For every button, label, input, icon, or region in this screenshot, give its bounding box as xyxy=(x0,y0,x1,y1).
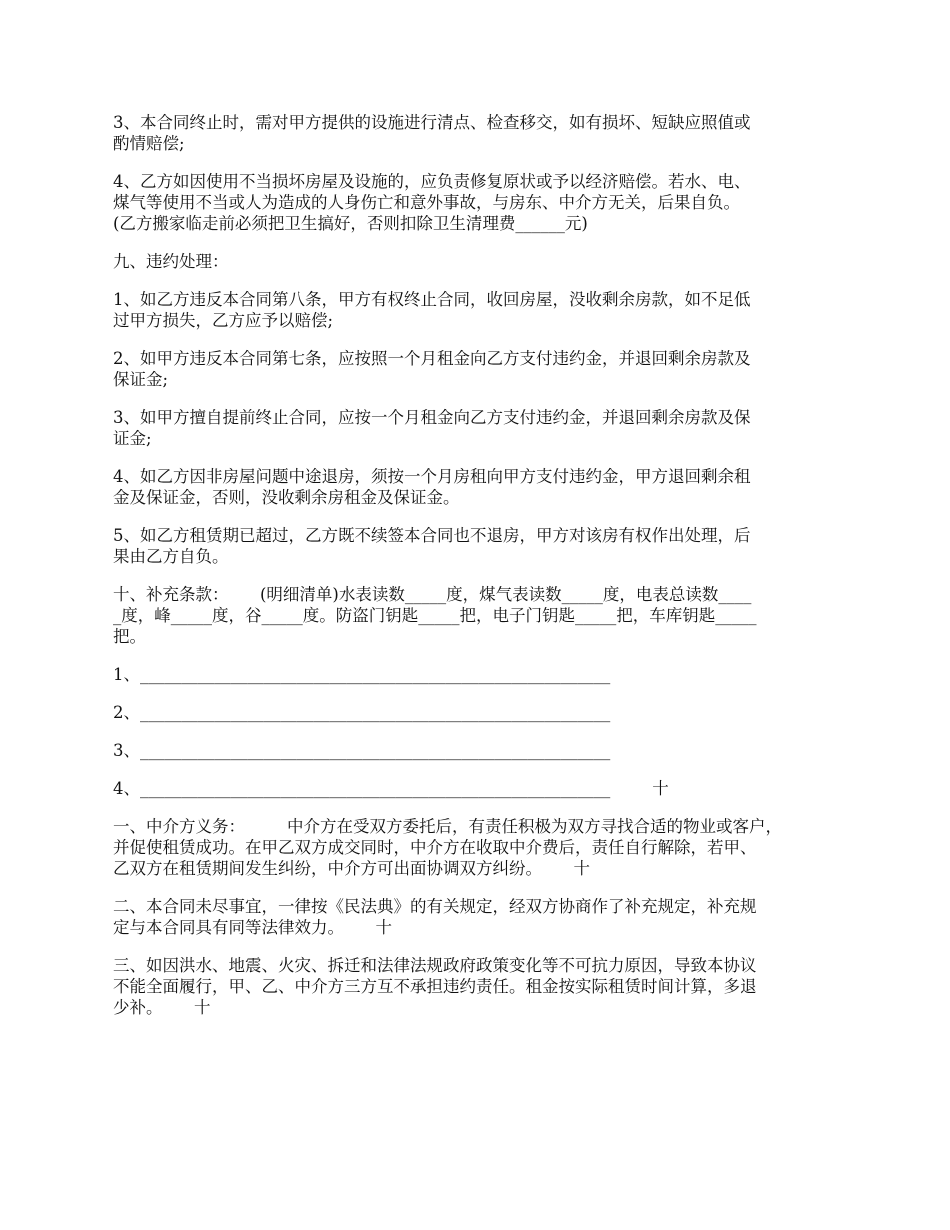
text-line: 过甲方损失，乙方应予以赔偿; xyxy=(113,311,334,330)
clause-unresolved-matters xyxy=(113,896,843,938)
clause-9-5 xyxy=(113,525,843,567)
text-line: 并促使租赁成功。在甲乙双方成交同时，中介方在收取中介费后，责任自行解除，若甲、 xyxy=(113,838,757,857)
text-line: 4、如乙方因非房屋问题中途退房，须按一个月房租向甲方支付违约金，甲方退回剩余租 xyxy=(113,467,751,486)
text-line: 2、如甲方违反本合同第七条，应按照一个月租金向乙方支付违约金，并退回剩余房款及 xyxy=(113,349,751,368)
text-line: 一、中介方义务： 中介方在受双方委托后，有责任积极为双方寻找合适的物业或客户， xyxy=(113,817,782,836)
document-page xyxy=(113,112,843,1035)
text-line: 4、乙方如因使用不当损坏房屋及设施的，应负责修复原状或予以经济赔偿。若水、电、 xyxy=(113,172,751,191)
text-line: 把。 xyxy=(113,627,146,646)
clause-8-4 xyxy=(113,171,843,234)
clause-8-3 xyxy=(113,112,843,154)
text-line: 定与本合同具有同等法律效力。 十 xyxy=(113,918,392,937)
text-line: 三、如因洪水、地震、火灾、拆迁和法律法规政府政策变化等不可抗力原因，导致本协议 xyxy=(113,956,757,975)
clause-9-2 xyxy=(113,348,843,390)
clause-9-3 xyxy=(113,407,843,449)
clause-9-4 xyxy=(113,466,843,508)
text-line: 果由乙方自负。 xyxy=(113,547,229,566)
blank-line-4 xyxy=(113,778,843,799)
text-line: 1、如乙方违反本合同第八条，甲方有权终止合同，收回房屋，没收剩余房款，如不足低 xyxy=(113,290,751,309)
text-line: 不能全面履行，甲、乙、中介方三方互不承担违约责任。租金按实际租赁时间计算，多退 xyxy=(113,977,757,996)
text-line: 3、本合同终止时，需对甲方提供的设施进行清点、检查移交，如有损坏、短缺应照值或 xyxy=(113,113,751,132)
text-line: 3、_________________________________________________________ xyxy=(113,741,611,760)
section-10-supplementary xyxy=(113,584,843,647)
text-line: 九、违约处理： xyxy=(113,252,229,271)
text-line: 4、_________________________________________________________ 十 xyxy=(113,779,669,798)
blank-line-3 xyxy=(113,740,843,761)
text-line: 酌情赔偿; xyxy=(113,134,185,153)
text-line: 乙双方在租赁期间发生纠纷，中介方可出面协调双方纠纷。 十 xyxy=(113,859,590,878)
text-line: (乙方搬家临走前必须把卫生搞好，否则扣除卫生清理费______元) xyxy=(113,214,588,233)
text-line: 1、_________________________________________________________ xyxy=(113,665,611,684)
section-9-heading xyxy=(113,251,843,272)
blank-line-2 xyxy=(113,702,843,723)
clause-force-majeure xyxy=(113,955,843,1018)
text-line: 少补。 十 xyxy=(113,998,211,1017)
text-line: 煤气等使用不当或人为造成的人身伤亡和意外事故，与房东、中介方无关，后果自负。 xyxy=(113,193,740,212)
text-line: 金及保证金，否则，没收剩余房租金及保证金。 xyxy=(113,488,460,507)
clause-agent-duties xyxy=(113,816,843,879)
blank-line-1 xyxy=(113,664,843,685)
text-line: 保证金; xyxy=(113,370,169,389)
text-line: 2、_________________________________________________________ xyxy=(113,703,611,722)
text-line: 证金; xyxy=(113,429,152,448)
clause-9-1 xyxy=(113,289,843,331)
text-line: _度，峰_____度，谷_____度。防盗门钥匙_____把，电子门钥匙_____把，车库钥匙_____ xyxy=(113,606,757,625)
text-line: 5、如乙方租赁期已超过，乙方既不续签本合同也不退房，甲方对该房有权作出处理，后 xyxy=(113,526,751,545)
text-line: 3、如甲方擅自提前终止合同，应按一个月租金向乙方支付违约金，并退回剩余房款及保 xyxy=(113,408,751,427)
text-line: 二、本合同未尽事宜，一律按《民法典》的有关规定，经双方协商作了补充规定，补充规 xyxy=(113,897,757,916)
text-line: 十、补充条款： (明细清单)水表读数_____度，煤气表读数_____度，电表总读数____ xyxy=(113,585,752,604)
